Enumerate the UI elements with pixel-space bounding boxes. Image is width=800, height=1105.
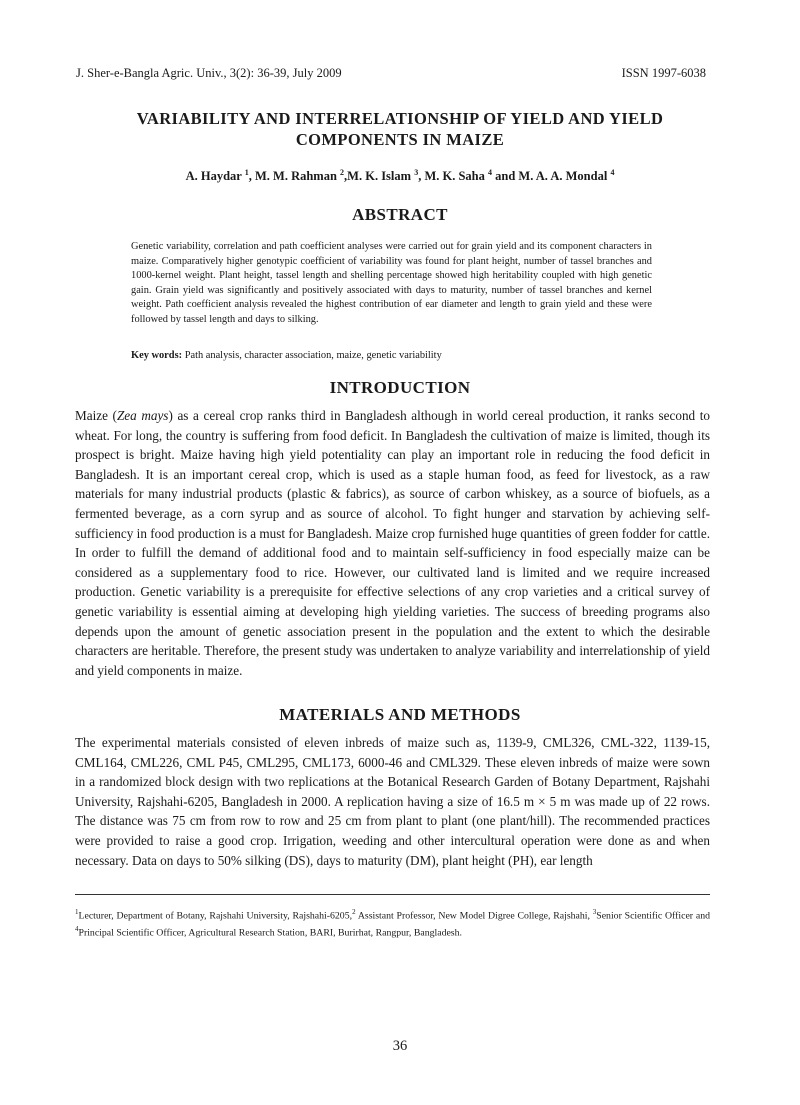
intro-text-start: Maize ( xyxy=(75,408,117,423)
footnote-text-1: Lecturer, Department of Botany, Rajshahi University, Rajshahi-6205, xyxy=(78,910,353,922)
footnote-mark-1: 1 xyxy=(75,908,79,916)
title-line-2: COMPONENTS IN MAIZE xyxy=(295,130,505,149)
author-4-affiliation: 4 xyxy=(488,168,492,177)
footnote-mark-2: 2 xyxy=(352,908,356,916)
author-3-affiliation: 3 xyxy=(414,168,419,177)
footnote-mark-4: 4 xyxy=(75,924,79,933)
author-4: , M. K. Saha xyxy=(418,169,485,184)
footnote-text-2: Assistant Professor, New Model Digree College, Rajshahi, xyxy=(355,910,593,922)
paper-title xyxy=(60,108,740,150)
introduction-paragraph xyxy=(75,406,710,680)
footnote-text-3: Senior Scientific Officer and xyxy=(596,910,710,922)
author-2-affiliation: 2 xyxy=(340,168,345,177)
author-1-affiliation: 1 xyxy=(244,168,249,177)
footnote-text-4: Principal Scientific Officer, Agricultural Research Station, BARI, Burirhat, Rangpur, Bangladesh. xyxy=(78,927,462,939)
keywords xyxy=(131,350,652,361)
journal-citation: J. Sher-e-Bangla Agric. Univ., 3(2): 36-39, July 2009 xyxy=(76,66,342,80)
author-list xyxy=(60,168,740,184)
footnote-mark-3: 3 xyxy=(592,908,597,916)
author-1: A. Haydar xyxy=(185,169,242,184)
page-number: 36 xyxy=(392,1038,408,1054)
author-5-affiliation: 4 xyxy=(610,168,615,177)
keywords-label: Key words: xyxy=(131,350,183,361)
introduction-heading: INTRODUCTION xyxy=(329,378,471,397)
author-5: and M. A. A. Mondal xyxy=(492,169,608,184)
keywords-list: Path analysis, character association, maize, genetic variability xyxy=(182,350,442,361)
abstract-heading: ABSTRACT xyxy=(352,205,448,224)
title-line-1: VARIABILITY AND INTERRELATIONSHIP OF YIELD AND YIELD xyxy=(136,109,664,128)
issn: ISSN 1997-6038 xyxy=(621,66,706,80)
methods-heading: MATERIALS AND METHODS xyxy=(279,705,521,724)
running-header xyxy=(76,66,706,81)
footnote xyxy=(75,906,710,940)
species-name: Zea mays xyxy=(116,408,169,423)
footnote-divider xyxy=(75,894,710,895)
methods-paragraph: The experimental materials consisted of eleven inbreds of maize such as, 1139-9, CML326, CML-322, 1139-15, CML164, CML226, CML P45, CML295, CML173, 6000-46 and CML329. These eleven inbreds of maize were sown in a randomized block design with two replications at the Botanical Research Garden of Botany Department, Rajshahi University, Rajshahi-6205, Bangladesh in 2000. A replication having a size of 16.5 m × 5 m was made up of 22 rows. The distance was 75 cm from row to row and 25 cm from plant to plant (one plant/hill). The recommended practices were provided to raise a good crop. Irrigation, weeding and other intercultural operation were done as and when necessary. Data on days to 50% silking (DS), days to maturity (DM), plant height (PH), ear length xyxy=(75,735,710,868)
intro-text-rest: ) as a cereal crop ranks third in Bangladesh although in world cereal production, it ranks second to wheat. For long, the country is suffering from food deficit. In Bangladesh the cultivation of maize is limited, though its prospect is bright. Maize having high yield potentiality can play an important role in reducing the food deficit in Bangladesh. It is an important cereal crop, which is used as a staple human food, as feed for livestock, as a raw materials for many industrial products (plastic & fabrics), as source of carbon whiskey, as a source of biofuels, as a fermented beverage, as a corn syrup and as source of alcohol. To fight hunger and starvation by achieving self-sufficiency in food production is a must for Bangladesh. Maize crop furnished huge quantities of green fodder for cattle. In order to fulfill the demand of additional food and to maintain self-sufficiency in food especially maize can be considered as a supplementary food to rice. However, our cultivated land is limited and we require increased production. Genetic variability is a prerequisite for effective selections of any crop varieties and a critical survey of genetic variability is essential aiming at developing high yielding varieties. The success of breeding programs also depends upon the amount of genetic association present in the population and the extent to which the desirable characters are heritable. Therefore, the present study was undertaken to analyze variability and interrelationship of yield and yield components in maize. xyxy=(75,408,711,678)
author-3: ,M. K. Islam xyxy=(344,169,412,184)
abstract-text: Genetic variability, correlation and path coefficient analyses were carried out for grain yield and its component characters in maize. Comparatively higher genotypic coefficient of variability was found for plant height, number of tassel branches and 1000-kernel weight. Plant height, tassel length and shelling percentage showed high heritability coupled with high genetic gain. Grain yield was significantly and positively associated with days to maturity, number of tassel branches and kernel weight. Path coefficient analysis revealed the highest contribution of ear diameter and length to grain yield and these were followed by tassel length and days to silking. xyxy=(131,241,652,325)
author-2: , M. M. Rahman xyxy=(248,169,337,184)
